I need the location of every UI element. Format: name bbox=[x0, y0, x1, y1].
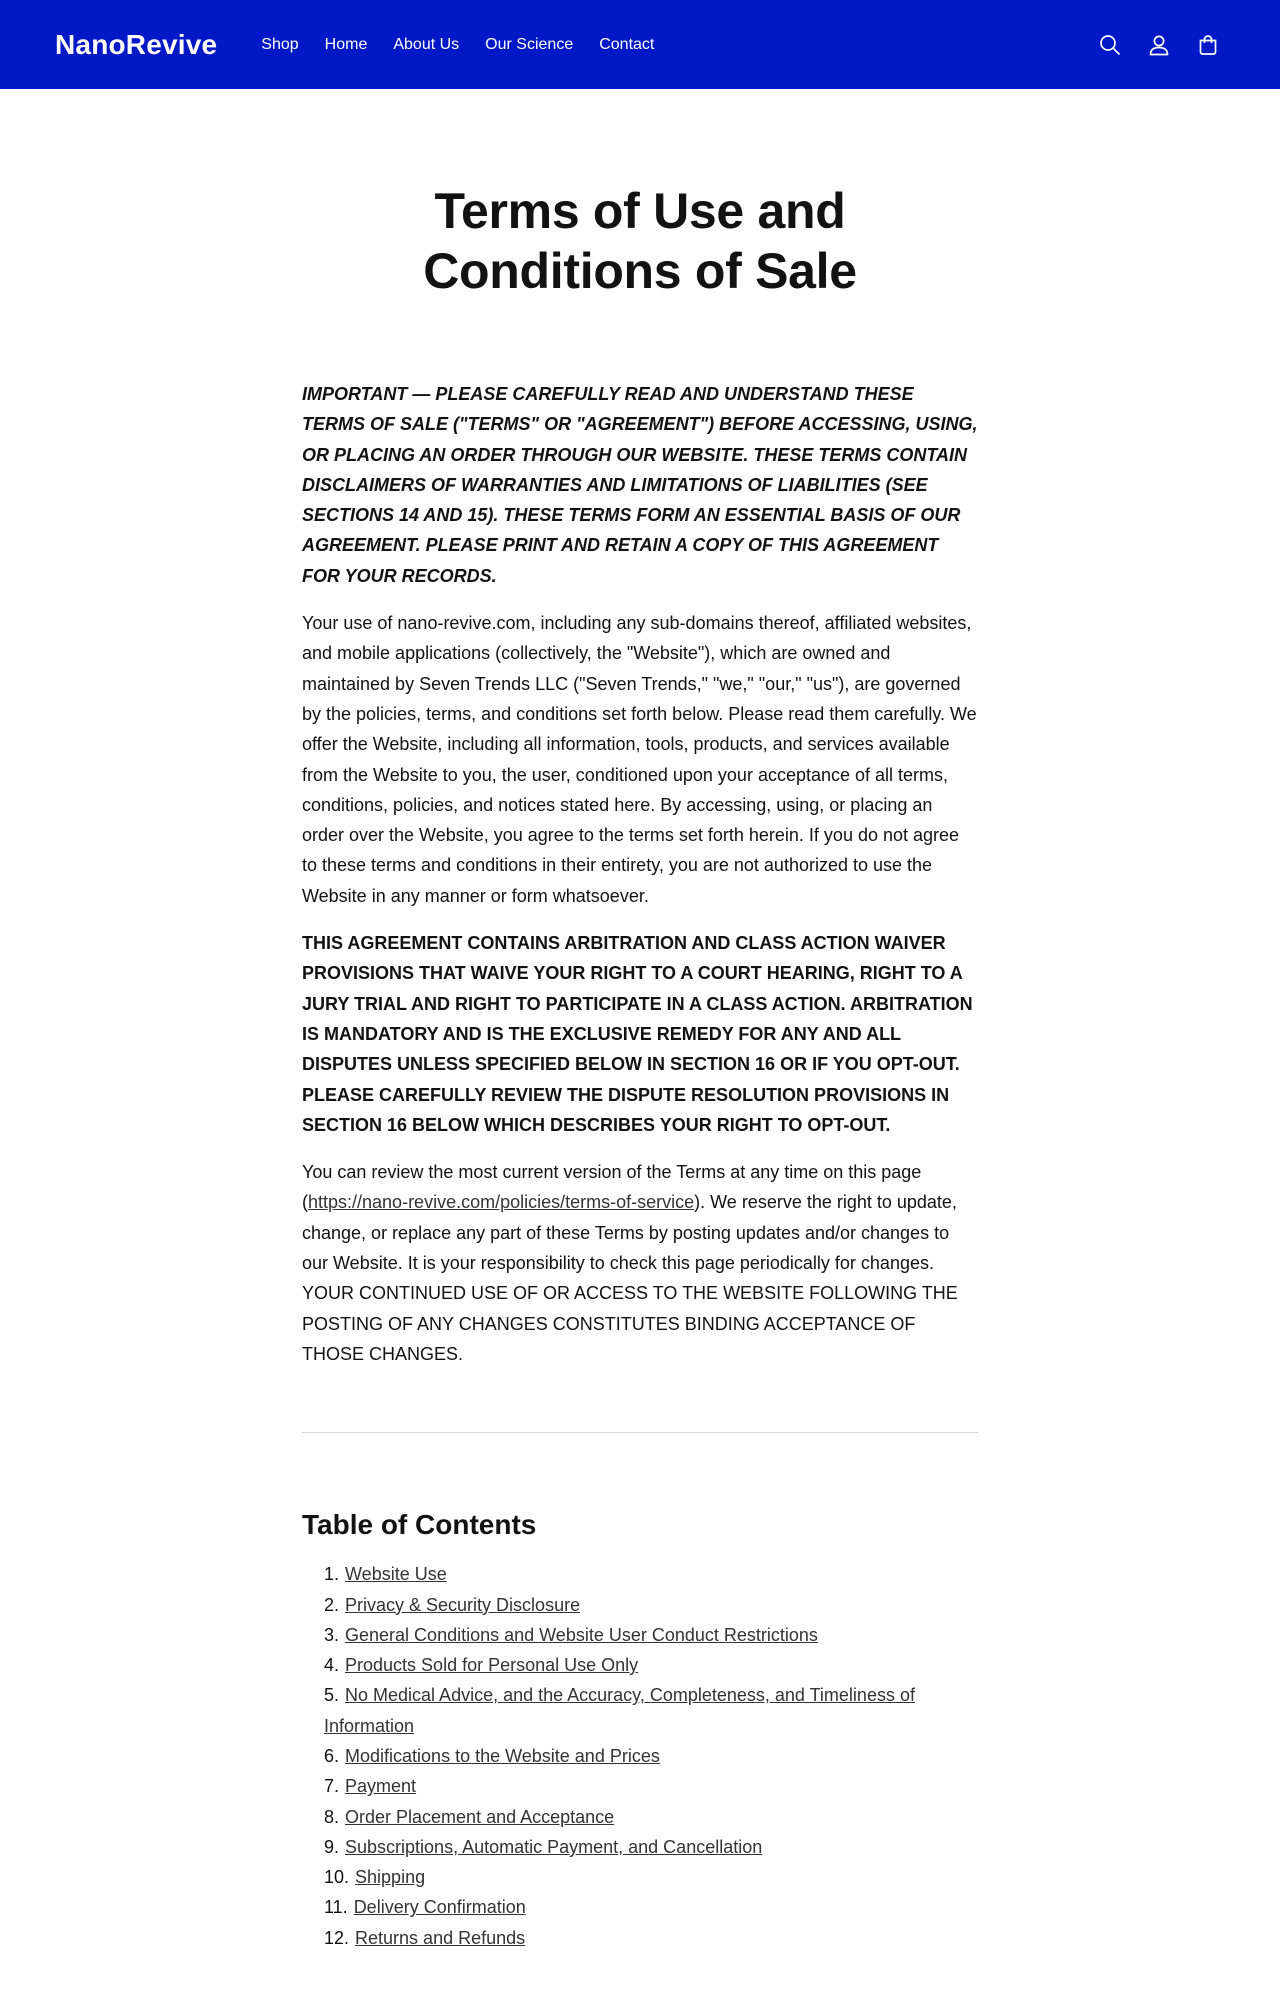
toc-item bbox=[324, 1771, 978, 1801]
toc-item bbox=[324, 1590, 978, 1620]
toc-item-number: 7. bbox=[324, 1776, 340, 1797]
toc-item-number: 9. bbox=[324, 1836, 340, 1857]
toc-item bbox=[324, 1680, 978, 1741]
nav-item-contact[interactable]: Contact bbox=[599, 35, 655, 53]
toc-item-number: 3. bbox=[324, 1624, 340, 1645]
toc-item bbox=[324, 1923, 978, 1953]
page-title: Terms of Use and Conditions of Sale bbox=[423, 183, 857, 299]
review-text-after: ). We reserve the right to update, change, or replace any part of these Terms by posting updates and/or changes to our Website. It is your responsibility to check this page periodically for changes. YOUR CONTINUED USE OF OR ACCESS TO THE WEBSITE FOLLOWING THE POSTING OF ANY CHANGES CONSTITUTES BINDING ACCEPTANCE OF THOSE CHANGES. bbox=[302, 1192, 958, 1364]
nav-item-shop[interactable]: Shop bbox=[261, 35, 299, 53]
nav-item-our-science[interactable]: Our Science bbox=[485, 35, 574, 53]
toc-item-number: 11. bbox=[324, 1897, 348, 1918]
toc-item-number: 8. bbox=[324, 1806, 340, 1827]
toc-link-website-use[interactable]: Website Use bbox=[345, 1564, 447, 1585]
review-paragraph bbox=[302, 1157, 978, 1369]
toc-item bbox=[324, 1892, 978, 1922]
toc-link-delivery-confirmation[interactable]: Delivery Confirmation bbox=[353, 1897, 526, 1918]
toc-link-general-conditions[interactable]: General Conditions and Website User Conduct Restrictions bbox=[345, 1624, 818, 1645]
toc-title: Table of Contents bbox=[302, 1509, 537, 1541]
terms-body bbox=[302, 301, 978, 1369]
toc-item bbox=[324, 1559, 978, 1589]
toc-link-personal-use[interactable]: Products Sold for Personal Use Only bbox=[345, 1655, 639, 1676]
important-notice: IMPORTANT — PLEASE CAREFULLY READ AND UNDERSTAND THESE TERMS OF SALE ("TERMS" OR "AGREEMENT") BEFORE ACCESSING, USING, OR PLACING AN ORDER THROUGH OUR WEBSITE. THESE TERMS CONTAIN DISCLAIMERS OF WARRANTIES AND LIMITATIONS OF LIABILITIES (SEE SECTIONS 14 AND 15). THESE TERMS FORM AN ESSENTIAL BASIS OF OUR AGREEMENT. PLEASE PRINT AND RETAIN A COPY OF THIS AGREEMENT FOR YOUR RECORDS. bbox=[302, 384, 978, 586]
cart-icon bbox=[1197, 34, 1219, 56]
search-icon bbox=[1099, 34, 1121, 56]
toc-item bbox=[324, 1832, 978, 1862]
main-content bbox=[0, 89, 1280, 1953]
toc-link-returns-refunds[interactable]: Returns and Refunds bbox=[355, 1927, 526, 1948]
terms-of-service-link[interactable]: https://nano-revive.com/policies/terms-of-service bbox=[308, 1192, 695, 1213]
arbitration-notice: THIS AGREEMENT CONTAINS ARBITRATION AND CLASS ACTION WAIVER PROVISIONS THAT WAIVE YOUR RIGHT TO A COURT HEARING, RIGHT TO A JURY TRIAL AND RIGHT TO PARTICIPATE IN A CLASS ACTION. ARBITRATION IS MANDATORY AND IS THE EXCLUSIVE REMEDY FOR ANY AND ALL DISPUTES UNLESS SPECIFIED BELOW IN SECTION 16 OR IF YOU OPT-OUT. PLEASE CAREFULLY REVIEW THE DISPUTE RESOLUTION PROVISIONS IN SECTION 16 BELOW WHICH DESCRIBES YOUR RIGHT TO OPT-OUT. bbox=[302, 933, 973, 1135]
toc-item bbox=[324, 1620, 978, 1650]
toc-item bbox=[324, 1862, 978, 1892]
review-text-before: You can review the most current version of the Terms at any time on this page ( bbox=[302, 1162, 922, 1213]
header-icons bbox=[1085, 0, 1232, 89]
toc-link-payment[interactable]: Payment bbox=[345, 1776, 417, 1797]
site-header bbox=[0, 0, 1280, 89]
toc-item bbox=[324, 1802, 978, 1832]
toc-link-no-medical-advice[interactable]: No Medical Advice, and the Accuracy, Completeness, and Timeliness of Information bbox=[324, 1685, 915, 1736]
toc-item-number: 2. bbox=[324, 1594, 340, 1615]
toc-link-subscriptions[interactable]: Subscriptions, Automatic Payment, and Cancellation bbox=[345, 1836, 763, 1857]
toc-item-number: 5. bbox=[324, 1685, 340, 1706]
toc-link-order-placement[interactable]: Order Placement and Acceptance bbox=[345, 1806, 615, 1827]
account-button[interactable] bbox=[1134, 23, 1183, 67]
toc-item-number: 12. bbox=[324, 1927, 350, 1948]
site-logo[interactable]: NanoRevive bbox=[55, 28, 218, 60]
toc-item-number: 4. bbox=[324, 1655, 340, 1676]
toc-item bbox=[324, 1650, 978, 1680]
cart-button[interactable] bbox=[1183, 23, 1232, 67]
toc-item-number: 6. bbox=[324, 1745, 340, 1766]
toc-item bbox=[324, 1741, 978, 1771]
toc-link-privacy[interactable]: Privacy & Security Disclosure bbox=[345, 1594, 581, 1615]
toc-link-shipping[interactable]: Shipping bbox=[355, 1867, 426, 1888]
account-icon bbox=[1148, 34, 1170, 56]
nav-item-about-us[interactable]: About Us bbox=[393, 35, 460, 53]
table-of-contents bbox=[302, 1559, 978, 1953]
nav-item-home[interactable]: Home bbox=[324, 35, 368, 53]
search-button[interactable] bbox=[1085, 23, 1134, 67]
toc-link-modifications[interactable]: Modifications to the Website and Prices bbox=[345, 1745, 660, 1766]
toc-item-number: 1. bbox=[324, 1564, 340, 1585]
section-divider bbox=[302, 1432, 978, 1433]
toc-item-number: 10. bbox=[324, 1867, 350, 1888]
intro-paragraph: Your use of nano-revive.com, including any sub-domains thereof, affiliated websites, and mobile applications (collectively, the "Website"), which are owned and maintained by Seven Trends LLC ("Seven Trends," "we," "our," "us"), are governed by the policies, terms, and conditions set forth below. Please read them carefully. We offer the Website, including all information, tools, products, and services available from the Website to you, the user, conditioned upon your acceptance of all terms, conditions, policies, and notices stated here. By accessing, using, or placing an order over the Website, you agree to the terms set forth herein. If you do not agree to these terms and conditions in their entirety, you are not authorized to use the Website in any manner or form whatsoever. bbox=[302, 613, 977, 906]
main-nav bbox=[261, 33, 680, 57]
